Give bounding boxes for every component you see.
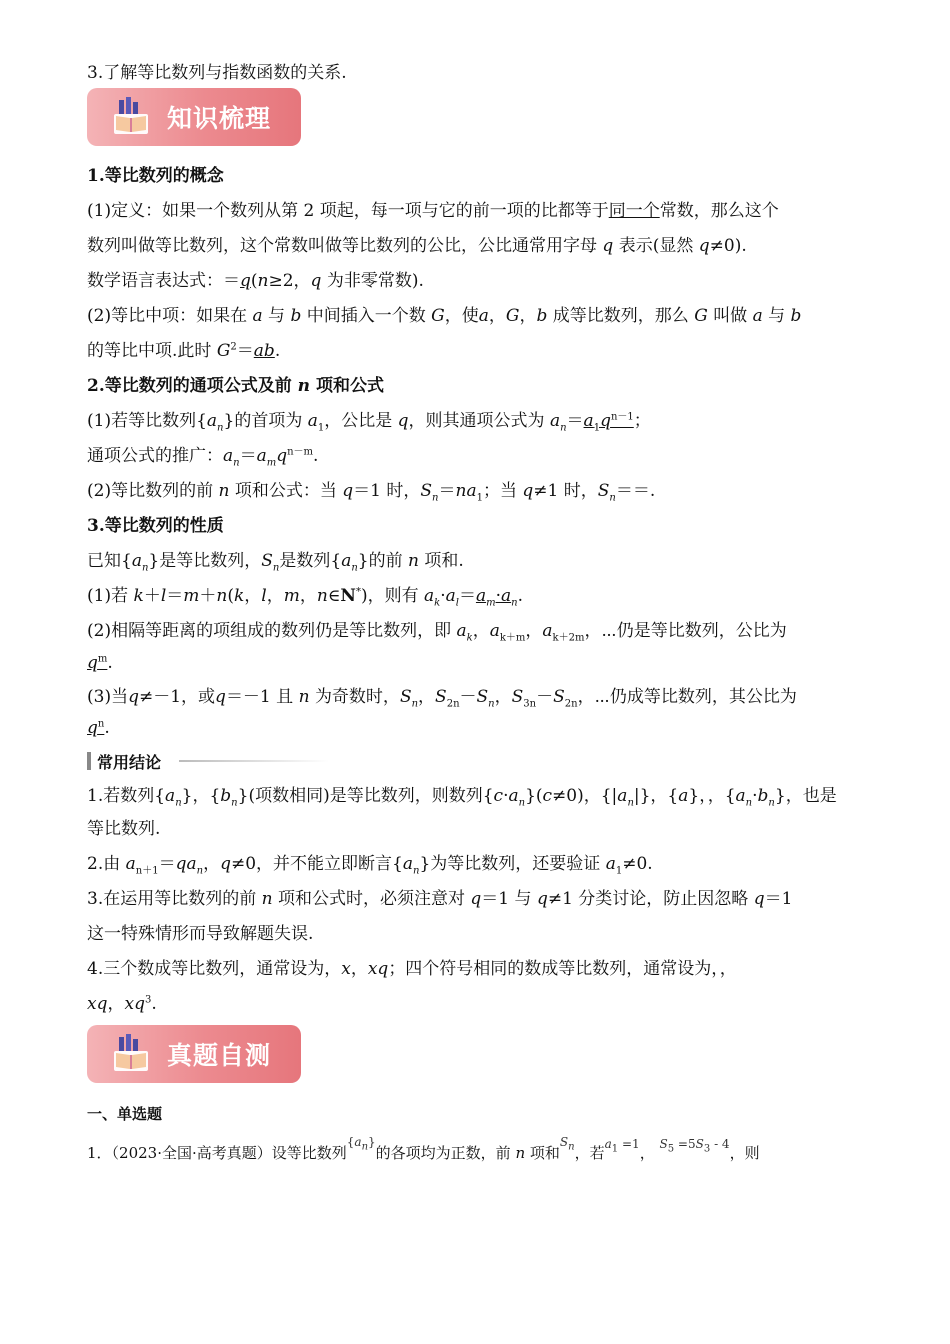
property-3-line-2: $q^n$. — [87, 718, 110, 738]
conclusion-4-line-1: 4.三个数成等比数列，通常设为，x，xq；四个符号相同的数成等比数列，通常设为，， — [87, 959, 737, 979]
property-1: (1)若 k＋l＝m＋n(k，l，m，n∈N*)，则有 $a_k\cdot a_l=a_m\cdot a_n$. — [87, 586, 523, 609]
answer-blank: $q^m$ — [87, 653, 108, 673]
answer-blank: $a_m\cdot a_n$ — [475, 586, 518, 609]
conclusion-3-line-2: 这一特殊情形而导致解题失误. — [87, 924, 314, 944]
section-1-heading: 1.等比数列的概念 — [87, 166, 224, 186]
property-2-line-1: (2)相隔等距离的项组成的数列仍是等比数列，即 $a_k$，$a_{k+m}$，$a_{k+2m}$，⋯仍是等比数列，公比为 — [87, 621, 787, 644]
answer-blank: 同一个 — [608, 201, 660, 221]
answer-blank: ab — [253, 341, 275, 361]
book-icon — [111, 96, 151, 136]
general-term-line: (1)若等比数列$\{a_n\}$的首项为 $a_1$，公比是 q，则其通项公式为 $a_n=a_1q^{n-1}$； — [87, 411, 651, 434]
definition-line-2: 数列叫做等比数列，这个常数叫做等比数列的公比，公比通常用字母 q 表示(显然 q≠0). — [87, 236, 747, 256]
conclusion-2: 2.由 $a_{n+1}=qa_n$，q≠0，并不能立即断言$\{a_n\}$为等比数列，还要验证 $a_1\ne 0$. — [87, 854, 653, 877]
section-3-heading: 3.等比数列的性质 — [87, 516, 224, 536]
property-3-line-1: (3)当q≠－1，或q＝－1 且 n 为奇数时，$S_n$，$S_{2n}-S_n$，$S_{3n}-S_{2n}$，⋯仍成等比数列，其公比为 — [87, 687, 797, 710]
conclusion-1-line-1: 1.若数列$\{a_n\}$，$\{b_n\}$(项数相同)是等比数列，则数列$\{c\cdot a_n\}(c\ne 0)$，$\{|a_n|\}$，{a}，，$\{a_n\cdot b_n\}$，也是 — [87, 786, 837, 809]
book-icon — [111, 1033, 151, 1073]
common-conclusions-label: 常用结论 — [87, 750, 387, 772]
intro-item-3: 3.了解等比数列与指数函数的关系. — [87, 63, 347, 83]
properties-premise: 已知$\{a_n\}$是等比数列，$S_n$是数列$\{a_n\}$的前 n 项和. — [87, 551, 464, 574]
section-2-heading: 2.等比数列的通项公式及前 n 项和公式 — [87, 376, 384, 396]
conclusion-1-line-2: 等比数列. — [87, 819, 161, 839]
math-expression-line: 数学语言表达式：＝q(n≥2，q 为非零常数). — [87, 271, 424, 291]
banner-knowledge — [87, 88, 301, 146]
sum-formula-line: (2)等比数列的前 n 项和公式：当 q＝1 时，$S_n=na_1$；当 q≠1 时，$S_n==$. — [87, 481, 656, 504]
answer-blank: $q^n$ — [87, 718, 105, 738]
geometric-mean-line-2: 的等比中项.此时 $G^2=ab$. — [87, 341, 281, 361]
property-2-line-2: $q^m$. — [87, 653, 113, 673]
definition-line-1: (1)定义：如果一个数列从第 2 项起，每一项与它的前一项的比都等于同一个常数，那么这个 — [87, 201, 779, 221]
general-term-extension: 通项公式的推广：$a_n=a_mq^{n-m}$. — [87, 446, 319, 469]
banner-title: 知识梳理 — [167, 104, 272, 133]
conclusion-4-line-2: xq，$xq^3$. — [87, 994, 157, 1014]
question-1: 1．（2023·全国·高考真题）设等比数列$^{\{a_n\}}$的各项均为正数，前 n 项和$^{S_n}$，若$^{a_1 =1}$， $^{S_5 =5S_3 - 4}$，则 — [87, 1135, 760, 1162]
conclusion-3-line-1: 3.在运用等比数列的前 n 项和公式时，必须注意对 q＝1 与 q≠1 分类讨论，防止因忽略 q＝1 — [87, 889, 793, 909]
answer-blank: q — [240, 271, 251, 291]
banner-exam-self-test — [87, 1025, 301, 1083]
geometric-mean-line-1: (2)等比中项：如果在 a 与 b 中间插入一个数 G，使a，G，b 成等比数列，那么 G 叫做 a 与 b — [87, 306, 802, 326]
question-type-heading: 一、单选题 — [87, 1105, 163, 1123]
answer-blank: $a_1q^{n-1}$ — [583, 411, 634, 434]
banner-title: 真题自测 — [167, 1041, 272, 1070]
